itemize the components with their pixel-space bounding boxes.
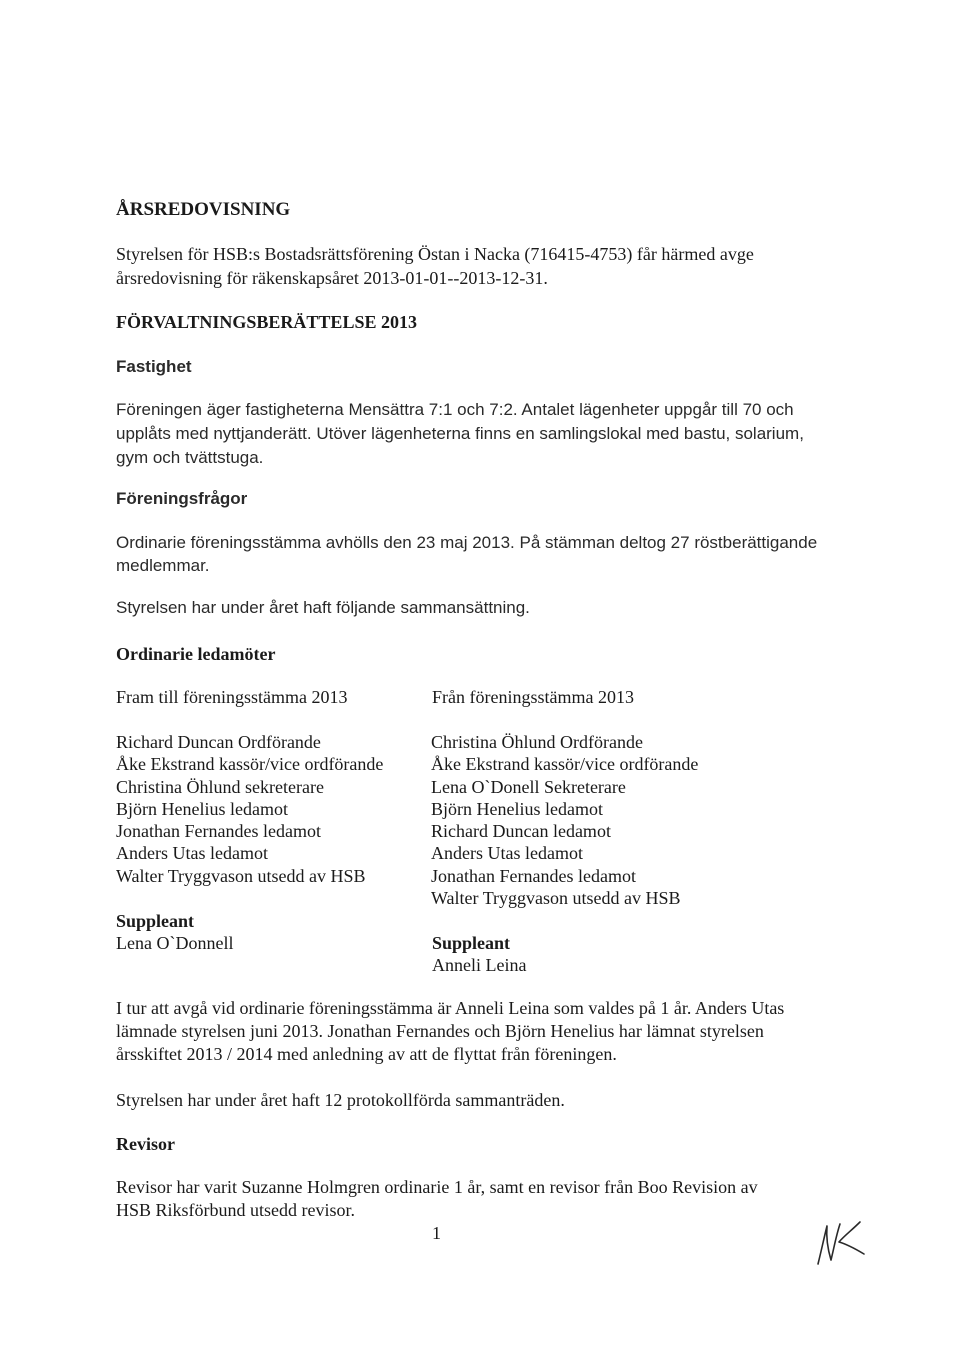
after-meeting-heading: Från föreningsstämma 2013: [432, 687, 634, 707]
after-members-list: [431, 731, 698, 909]
list-item: Jonathan Fernandes ledamot: [116, 821, 321, 842]
before-deputy-name: Lena O`Donnell: [116, 933, 234, 953]
board-changes-paragraph: [116, 997, 784, 1066]
list-item: Walter Tryggvason utsedd av HSB: [431, 888, 681, 909]
auditor-line: HSB Riksförbund utsedd revisor.: [116, 1200, 356, 1220]
list-item: Walter Tryggvason utsedd av HSB: [116, 865, 366, 886]
auditor-line: Revisor har varit Suzanne Holmgren ordinarie 1 år, samt en revisor från Boo Revision av: [116, 1177, 758, 1197]
list-item: Jonathan Fernandes ledamot: [431, 865, 636, 886]
before-meeting-heading: Fram till föreningsstämma 2013: [116, 687, 348, 707]
intro-line: årsredovisning för räkenskapsåret 2013-01-01--2013-12-31.: [116, 268, 548, 288]
list-item: Åke Ekstrand kassör/vice ordförande: [431, 754, 699, 775]
meetings-line: Styrelsen har under året haft 12 protokollförda sammanträden.: [116, 1090, 565, 1110]
changes-line: årsskiftet 2013 / 2014 med anledning av att de flyttat från föreningen.: [116, 1044, 617, 1064]
list-item: Anders Utas ledamot: [116, 843, 268, 864]
changes-line: lämnade styrelsen juni 2013. Jonathan Fernandes och Björn Henelius har lämnat styrelsen: [116, 1021, 764, 1041]
meeting-line: medlemmar.: [116, 556, 210, 575]
list-item: Christina Öhlund Ordförande: [431, 732, 643, 752]
meeting-line: Ordinarie föreningsstämma avhölls den 23 maj 2013. På stämman deltog 27 röstberättigande: [116, 533, 818, 552]
list-item: Åke Ekstrand kassör/vice ordförande: [116, 754, 384, 775]
list-item: Christina Öhlund sekreterare: [116, 776, 324, 797]
signature-initials-icon: [812, 1218, 872, 1266]
board-composition-line: Styrelsen har under året haft följande sammansättning.: [116, 598, 530, 617]
document-title: ÅRSREDOVISNING: [116, 199, 291, 220]
list-item: Anders Utas ledamot: [431, 843, 583, 864]
management-report-heading: FÖRVALTNINGSBERÄTTELSE 2013: [116, 312, 417, 332]
page-number: 1: [432, 1223, 441, 1243]
list-item: Björn Henelius ledamot: [116, 798, 288, 819]
after-deputy-heading: Suppleant: [432, 933, 511, 953]
list-item: Björn Henelius ledamot: [431, 798, 603, 819]
auditor-paragraph: [116, 1176, 758, 1222]
board-heading: Ordinarie ledamöter: [116, 644, 276, 664]
property-line: upplåts med nyttjanderätt. Utöver lägenheterna finns en samlingslokal med bastu, solarium,: [116, 424, 804, 443]
meeting-paragraph: [116, 531, 817, 577]
after-deputy-name: Anneli Leina: [432, 955, 527, 975]
before-members-list: [116, 731, 383, 887]
property-heading: Fastighet: [116, 357, 192, 376]
before-deputy-heading: Suppleant: [116, 911, 195, 931]
changes-line: I tur att avgå vid ordinarie föreningsstämma är Anneli Leina som valdes på 1 år. Anders Utas: [116, 998, 785, 1018]
property-paragraph: [116, 398, 804, 470]
property-line: Föreningen äger fastigheterna Mensättra 7:1 och 7:2. Antalet lägenheter uppgår till 70 och: [116, 400, 794, 419]
list-item: Lena O`Donell Sekreterare: [431, 776, 626, 797]
intro-line: Styrelsen för HSB:s Bostadsrättsförening Östan i Nacka (716415-4753) får härmed avge: [116, 244, 754, 264]
auditor-heading: Revisor: [116, 1134, 175, 1154]
list-item: Richard Duncan ledamot: [431, 821, 611, 842]
intro-paragraph: [116, 242, 754, 290]
list-item: Richard Duncan Ordförande: [116, 732, 321, 752]
association-heading: Föreningsfrågor: [116, 489, 248, 508]
property-line: gym och tvättstuga.: [116, 448, 264, 467]
